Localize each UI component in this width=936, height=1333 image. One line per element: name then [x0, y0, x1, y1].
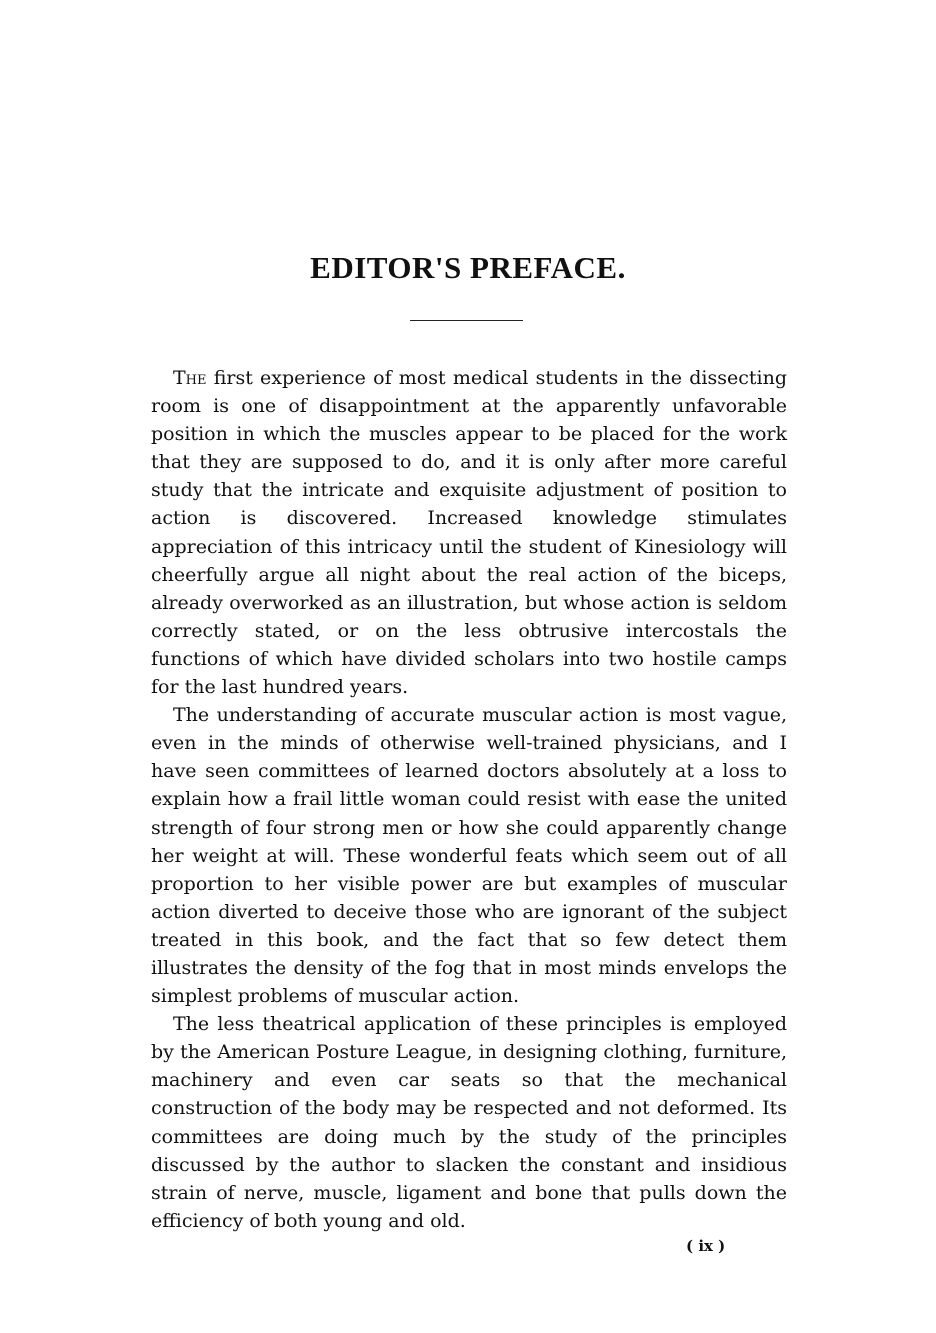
page-title: EDITOR'S PREFACE. — [310, 250, 626, 285]
paragraph-1 — [151, 364, 787, 701]
paragraph-1-text: first experience of most medical students in the dissecting room is one of disappointment at the apparently unfavorable position in which the muscles appear to be placed for the work that they are supposed to do, and it is only after more careful study that the intricate and exquisite adjustment of position to action is discovered. Increased knowledge stimulates appreciation of this intricacy until the student of Kinesiology will cheerfully argue all night about the real action of the biceps, already overworked as an illustration, but whose action is seldom correctly stated, or on the less obtrusive intercostals the functions of which have divided scholars into two hostile camps for the last hundred years. — [151, 367, 787, 699]
paragraph-1-lead: The — [173, 367, 207, 389]
paragraph-2: The understanding of accurate muscular action is most vague, even in the minds of otherwise well-trained physicians, and I have seen committees of learned doctors absolutely at a loss to explain how a frail little woman could resist with ease the united strength of four strong men or how she could apparently change her weight at will. These wonderful feats which seem out of all proportion to her visible power are but examples of muscular action diverted to deceive those who are ignorant of the subject treated in this book, and the fact that so few detect them illustrates the density of the fog that in most minds envelops the simplest problems of muscular action. — [151, 704, 787, 1008]
page-number: ( ix ) — [686, 1237, 726, 1255]
title-divider — [410, 320, 523, 321]
paragraph-3: The less theatrical application of these principles is employed by the American Posture League, in designing clothing, furniture, machinery and even car seats so that the mechanical construction of the body may be respected and not deformed. Its committees are doing much by the study of the principles discussed by the author to slacken the constant and insidious strain of nerve, muscle, ligament and bone that pulls down the efficiency of both young and old. — [151, 1013, 787, 1232]
preface-body — [151, 364, 787, 1235]
